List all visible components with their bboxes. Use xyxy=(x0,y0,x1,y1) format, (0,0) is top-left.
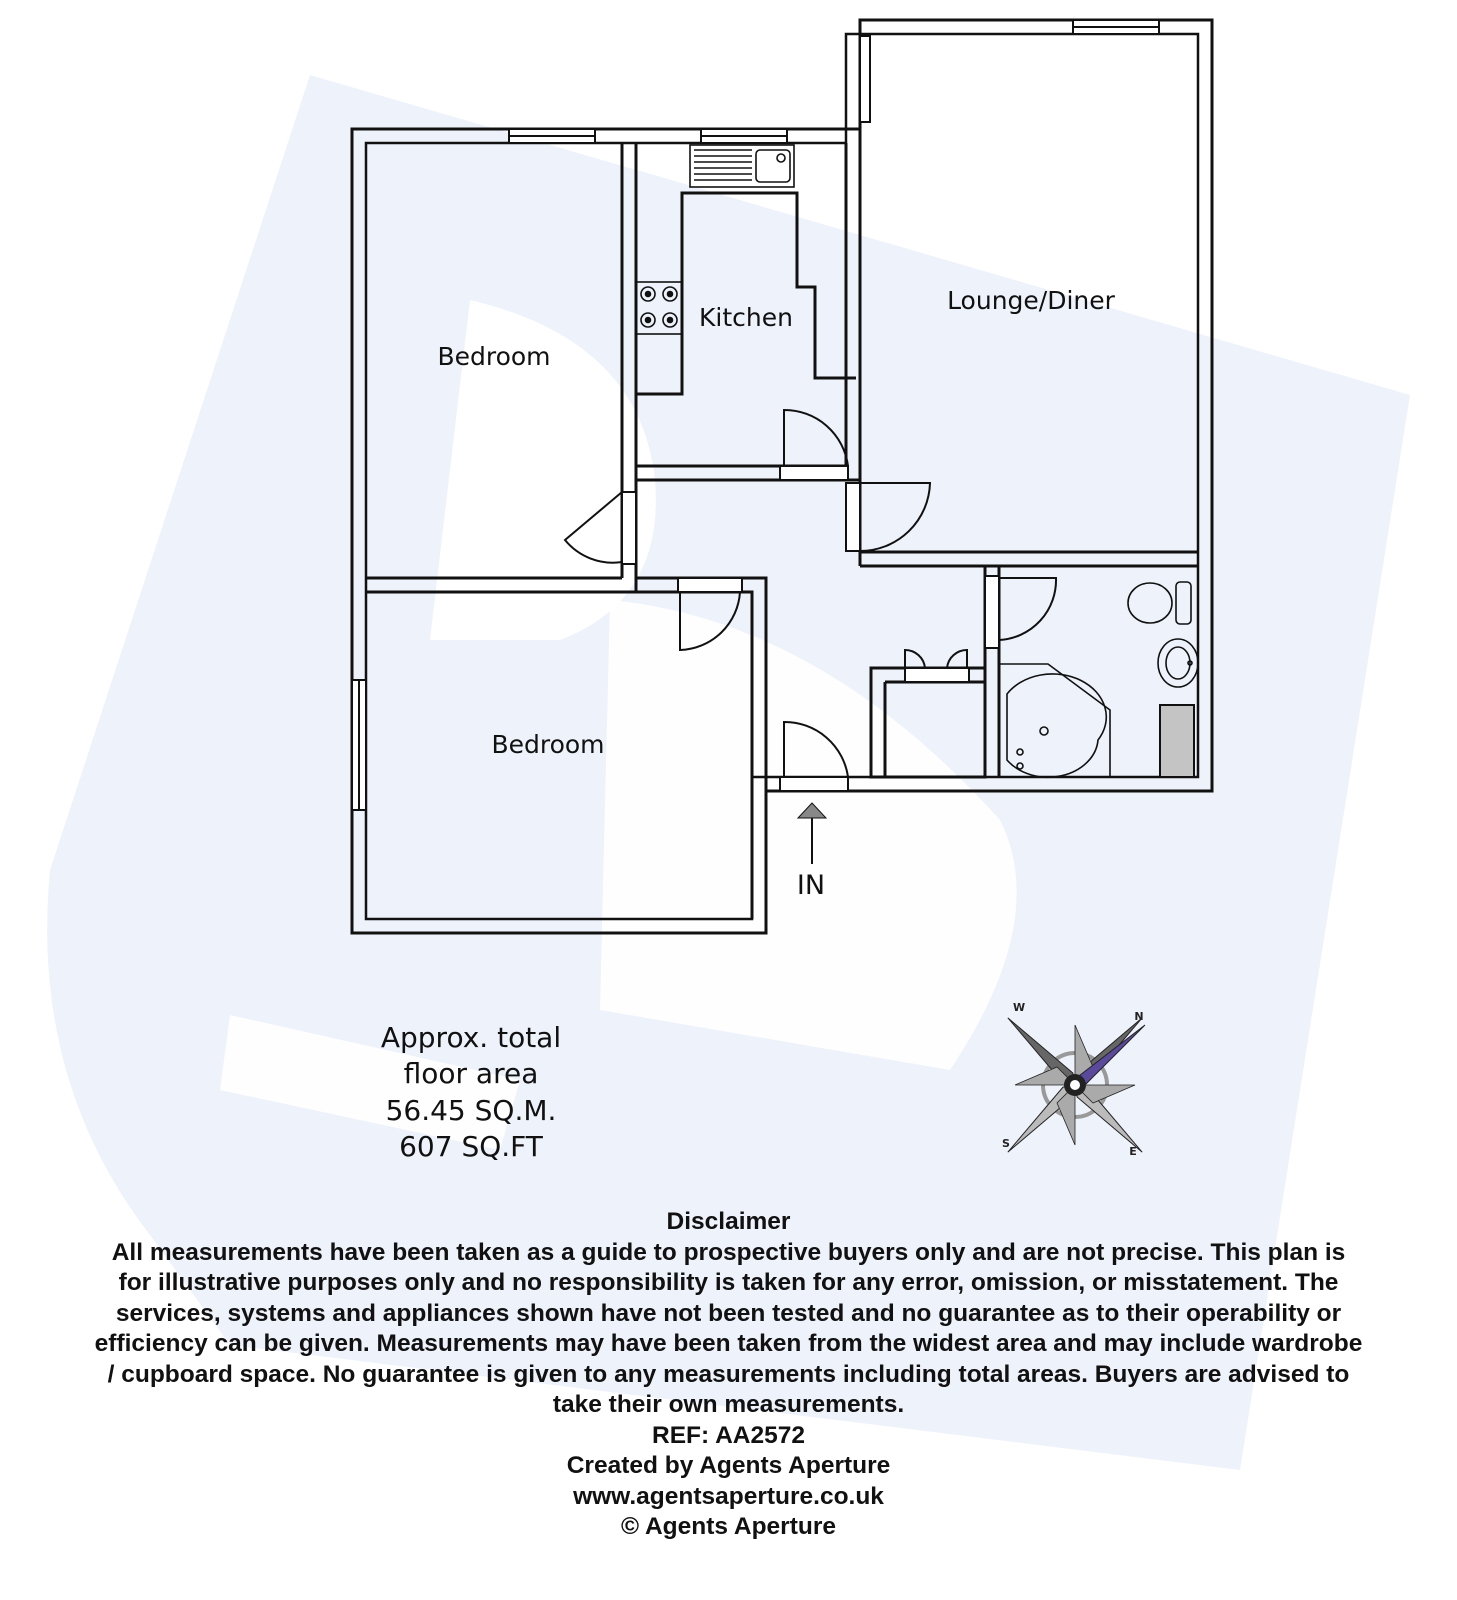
kitchen-sink-icon xyxy=(690,145,794,187)
compass-w: W xyxy=(1012,1001,1026,1014)
entrance-label: IN xyxy=(796,870,826,901)
area-line-2: floor area xyxy=(403,1057,539,1090)
disclaimer-line: efficiency can be given. Measurements may have been taken from the widest area and may include wardrobe xyxy=(94,1330,1363,1357)
room-label-kitchen: Kitchen xyxy=(699,303,793,332)
compass-s: S xyxy=(1002,1137,1010,1150)
disclaimer-line: for illustrative purposes only and no responsibility is taken for any error, omission, or misstatement. The xyxy=(118,1269,1339,1296)
disclaimer-line: take their own measurements. xyxy=(552,1391,905,1418)
area-sqft: 607 SQ.FT xyxy=(399,1130,543,1163)
reference-number: REF: AA2572 xyxy=(652,1421,805,1449)
compass-n: N xyxy=(1134,1010,1144,1023)
airing-cupboard xyxy=(1160,705,1194,777)
room-label-bedroom-1: Bedroom xyxy=(437,342,551,371)
disclaimer-block xyxy=(10,1207,1447,1543)
room-label-bedroom-2: Bedroom xyxy=(491,730,605,759)
created-by: Created by Agents Aperture xyxy=(566,1452,891,1479)
disclaimer-heading: Disclaimer xyxy=(666,1208,791,1235)
disclaimer-line: All measurements have been taken as a guide to prospective buyers only and are not precise. This plan is xyxy=(111,1238,1346,1266)
area-sqm: 56.45 SQ.M. xyxy=(385,1094,557,1127)
website-link[interactable]: www.agentsaperture.co.uk xyxy=(573,1482,884,1510)
disclaimer-line: / cupboard space. No guarantee is given to any measurements including total areas. Buyers are advised to xyxy=(107,1360,1350,1388)
area-line-1: Approx. total xyxy=(380,1021,562,1054)
copyright: © Agents Aperture xyxy=(621,1513,836,1540)
room-label-lounge-diner: Lounge/Diner xyxy=(947,286,1115,315)
compass-e: E xyxy=(1129,1145,1137,1158)
disclaimer-line: services, systems and appliances shown have not been tested and no guarantee as to their operability or xyxy=(115,1299,1342,1327)
